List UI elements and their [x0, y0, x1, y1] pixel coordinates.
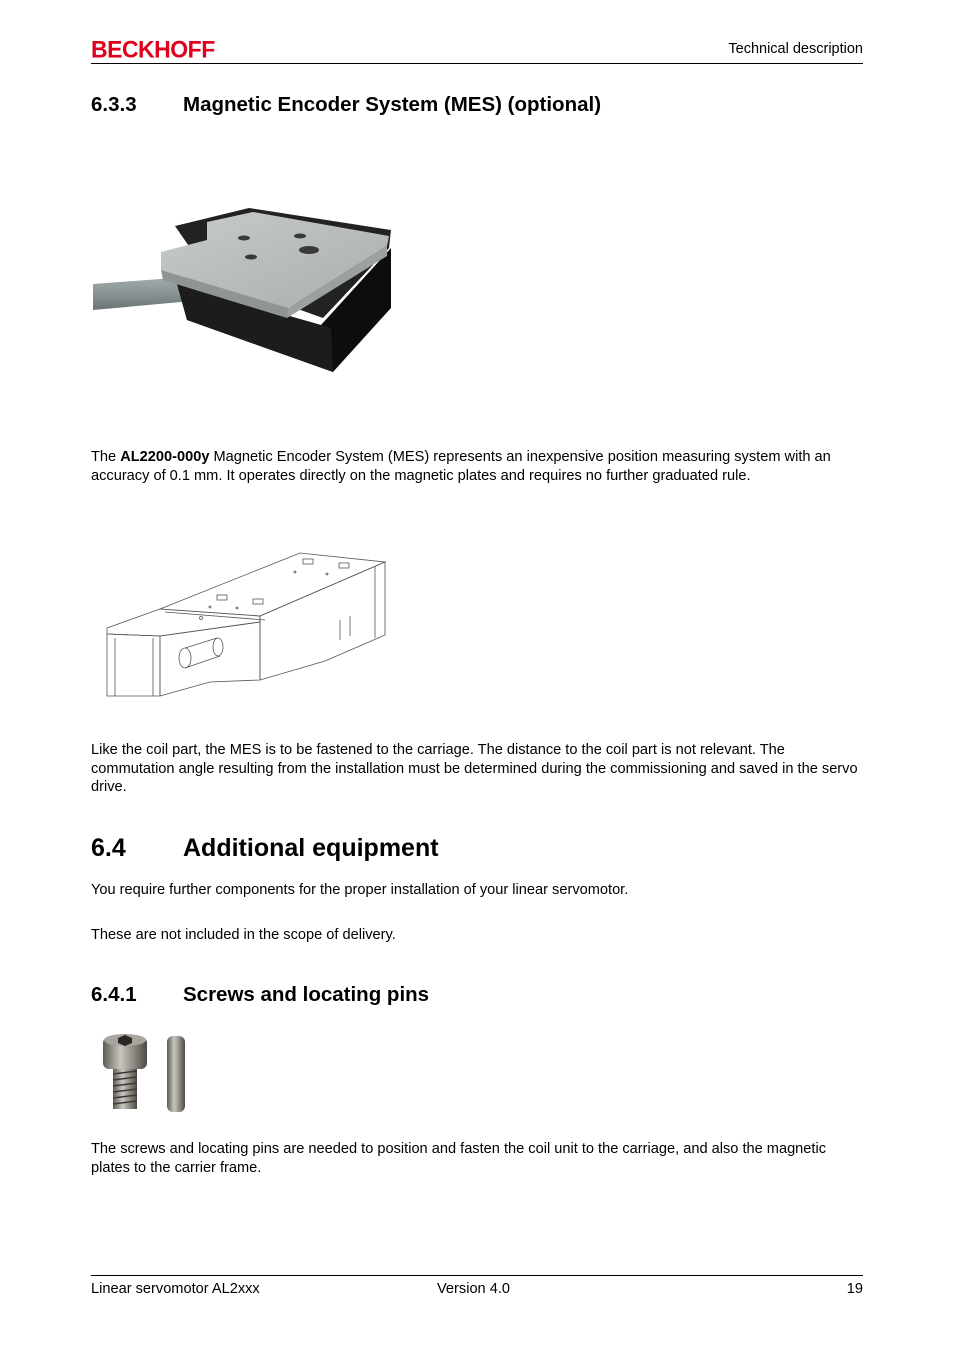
mes-intro-pre: The [91, 449, 121, 465]
mes-carriage-drawing [105, 550, 387, 700]
mount-hole-4-shape [253, 599, 263, 604]
screws-paragraph: The screws and locating pins are needed to position and fasten the coil unit to the carriage, and also the magnetic plates to the carrier frame. [91, 1141, 827, 1176]
additional-equipment-para-1: You require further components for the proper installation of your linear servomotor. [91, 882, 629, 898]
mes-intro-post: Magnetic Encoder System (MES) represents an inexpensive position measuring system with an accuracy of 0.1 mm. It operates directly on the magnetic plates and requires no further graduated rule. [91, 449, 831, 484]
hole-3-shape [245, 255, 257, 260]
mount-hole-3-shape [217, 595, 227, 600]
cable-end-shape [179, 648, 191, 668]
header-rule [91, 63, 863, 64]
beckhoff-logo: BECKHOFF [91, 35, 215, 63]
dot-2-shape [326, 573, 328, 575]
heading-title: Screws and locating pins [183, 983, 430, 1006]
hole-2-shape [294, 234, 306, 239]
footer-version: Version 4.0 [437, 1281, 511, 1297]
additional-equipment-para-2: These are not included in the scope of delivery. [91, 927, 396, 943]
heading-title: Magnetic Encoder System (MES) (optional) [183, 93, 602, 116]
footer-page-number: 19 [846, 1281, 863, 1297]
hole-1-shape [238, 236, 250, 241]
screw-and-pin-photo [96, 1030, 194, 1116]
mes-mounting-paragraph: Like the coil part, the MES is to be fastened to the carriage. The distance to the coil part is not relevant. The commutation angle resulting from the installation must be determined during the commissioning and saved in the servo drive. [91, 742, 858, 795]
mount-hole-2-shape [339, 563, 349, 568]
footer-product: Linear servomotor AL2xxx [91, 1281, 260, 1297]
heading-6-4 [91, 834, 439, 863]
header-section-label: Technical description [728, 41, 863, 57]
mes-front-lines [115, 638, 153, 696]
mes-side-shape [160, 622, 260, 696]
cable-far-end-shape [213, 638, 223, 656]
mes-encoder-photo [91, 200, 396, 378]
heading-number: 6.4 [91, 834, 126, 862]
heading-title: Additional equipment [183, 834, 439, 862]
dot-3-shape [209, 606, 211, 608]
mes-top-shape [107, 609, 260, 636]
mes-intro-paragraph [91, 448, 866, 485]
side-detail-lines [340, 616, 350, 640]
mes-part-number: AL2200-000y [120, 449, 210, 465]
mount-hole-1-shape [303, 559, 313, 564]
carriage-top-shape [160, 553, 385, 616]
locating-pin-shape [167, 1036, 185, 1112]
footer-rule [91, 1275, 863, 1276]
dot-1-shape [294, 571, 296, 573]
dot-4-shape [236, 607, 238, 609]
heading-6-3-3 [91, 93, 601, 117]
heading-6-4-1 [91, 983, 429, 1007]
dot-5-shape [200, 617, 203, 620]
hole-4-shape [299, 246, 319, 254]
heading-number: 6.3.3 [91, 93, 137, 116]
carriage-side-shape [260, 562, 385, 680]
heading-number: 6.4.1 [91, 983, 137, 1006]
